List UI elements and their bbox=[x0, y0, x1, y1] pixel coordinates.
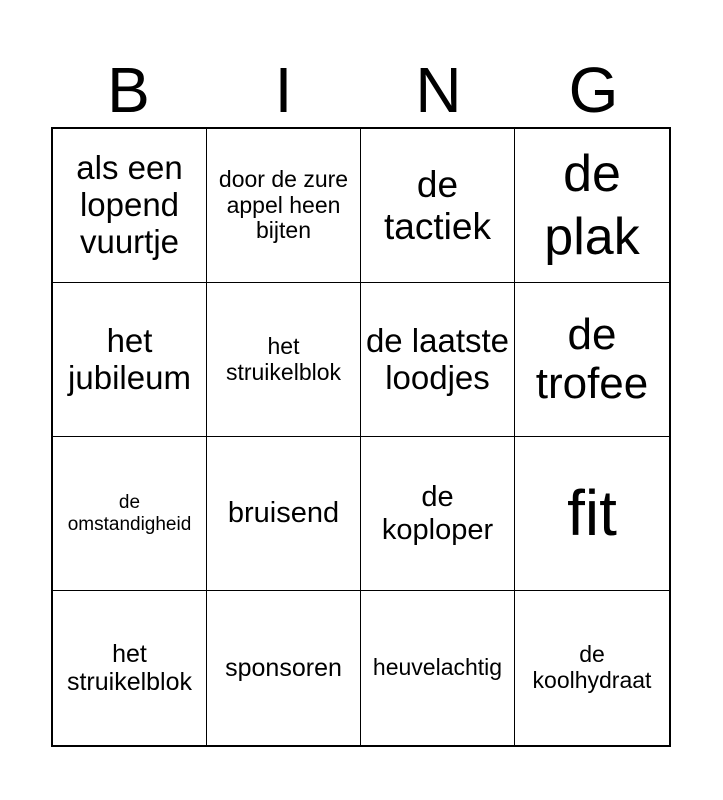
bingo-cell[interactable]: de plak bbox=[515, 129, 669, 283]
bingo-cell[interactable]: het struikelblok bbox=[207, 283, 361, 437]
bingo-cell[interactable]: als een lopend vuurtje bbox=[53, 129, 207, 283]
bingo-cell[interactable]: door de zure appel heen bijten bbox=[207, 129, 361, 283]
bingo-cell[interactable]: de trofee bbox=[515, 283, 669, 437]
bingo-cell[interactable]: sponsoren bbox=[207, 591, 361, 745]
bingo-header bbox=[51, 52, 671, 128]
bingo-cell[interactable]: de laatste loodjes bbox=[361, 283, 515, 437]
bingo-cell[interactable]: het jubileum bbox=[53, 283, 207, 437]
header-letter-g: G bbox=[568, 54, 619, 126]
bingo-cell[interactable]: de tactiek bbox=[361, 129, 515, 283]
header-letter-b: B bbox=[107, 54, 150, 126]
bingo-cell[interactable]: heuvelachtig bbox=[361, 591, 515, 745]
bingo-cell[interactable]: de omstandigheid bbox=[53, 437, 207, 591]
bingo-cell[interactable]: de koolhydraat bbox=[532, 641, 652, 693]
header-letter-n: N bbox=[415, 54, 462, 126]
bingo-cell[interactable]: fit bbox=[515, 437, 669, 591]
header-letter-i: I bbox=[274, 54, 293, 126]
bingo-cell[interactable]: bruisend bbox=[207, 437, 361, 591]
bingo-card-grid bbox=[51, 127, 671, 747]
bingo-cell[interactable]: de koploper bbox=[361, 437, 515, 591]
bingo-cell[interactable]: het struikelblok bbox=[53, 591, 207, 745]
